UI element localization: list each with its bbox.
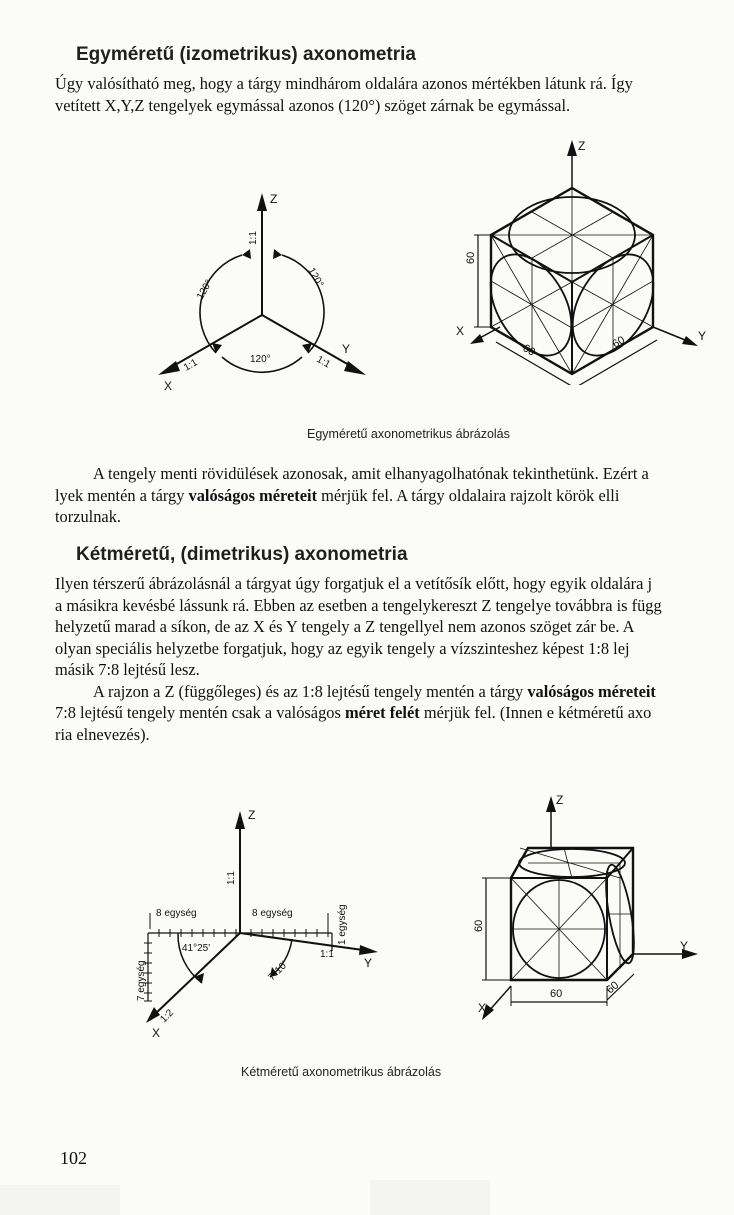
- units-vert-right-label: 1 egység: [337, 904, 348, 945]
- text-run: lyek mentén a tárgy: [55, 485, 189, 505]
- text-line: [55, 616, 734, 638]
- text-line: [55, 463, 734, 485]
- page-number: 102: [60, 1148, 87, 1168]
- text-line: [55, 506, 734, 528]
- y-label: Y: [680, 939, 689, 953]
- y-arrowhead: [344, 361, 366, 375]
- bold-text: méret felét: [344, 703, 420, 722]
- section-heading-isometric: Egyméretű (izometrikus) axonometria: [76, 44, 416, 65]
- right-dimension: 60: [610, 334, 628, 351]
- section-heading-dimetric: Kétméretű, (dimetrikus) axonometria: [76, 544, 408, 565]
- angle-left-label: 41°25': [182, 943, 211, 954]
- dimetric-axes-figure: [132, 805, 382, 1045]
- isometric-cube-figure: [450, 140, 720, 385]
- depth-dimension: 60: [604, 979, 622, 997]
- angle-right-label: 120°: [305, 266, 326, 290]
- text-line: [55, 724, 734, 746]
- text-run: A rajzon a Z (függőleges) és az 1:8 lejtésű tengely mentén a tárgy: [93, 681, 528, 701]
- z-label: Z: [556, 793, 564, 807]
- text-line: vetített X,Y,Z tengelyek egymással azonos (120°) szöget zárnak be egymással.: [55, 95, 571, 115]
- text-run: Ilyen térszerű ábrázolásnál a tárgyat úgy forgatjuk el a vetítősík előtt, hogy egyik oldalára j: [55, 574, 652, 593]
- text-run: ria elnevezés).: [55, 724, 150, 744]
- text-line: [55, 595, 734, 617]
- z-arrowhead: [257, 193, 267, 211]
- text-run: mérjük fel. (Innen e kétméretű axo: [419, 703, 652, 722]
- height-dimension: 60: [473, 919, 485, 932]
- text-line: [55, 485, 734, 507]
- isometric-body-paragraph: [55, 463, 734, 528]
- text-run: másik 7:8 lejtésű lesz.: [55, 660, 200, 679]
- scan-artifact: [370, 1180, 490, 1215]
- text-line: [55, 659, 734, 681]
- angle-left-label: 120°: [195, 278, 215, 302]
- text-run: a másikra kevésbé lássunk rá. Ebben az esetben a tengelykereszt Z tengelye továbbra is függ: [55, 595, 662, 615]
- text-run: olyan speciális helyzetbe forgatjuk, hogy az egyik tengely a vízszinteshez képest 1:8 lej: [55, 638, 630, 658]
- isometric-axes-figure: [150, 185, 375, 395]
- ratio-z-label: 1:1: [226, 871, 237, 885]
- y-label: Y: [342, 342, 351, 356]
- text-run: mérjük fel. A tárgy oldalaira rajzolt körök elli: [317, 485, 620, 505]
- units-vert-left-label: 7 egység: [136, 960, 147, 1001]
- text-run: helyzetű marad a síkon, de az X és Y tengely a Z tengellyel nem azonos szöget zár be. A: [55, 617, 635, 636]
- angle-right-label: 7°10': [266, 959, 291, 984]
- ratio-x-label: 1:2: [158, 1007, 176, 1026]
- text-line: [55, 702, 734, 724]
- z-label: Z: [578, 140, 586, 153]
- intro-paragraph: [55, 73, 734, 116]
- left-dimension: 60: [520, 342, 538, 359]
- x-label: X: [478, 1001, 487, 1015]
- z-label: Z: [270, 192, 278, 206]
- text-run: A tengely menti rövidülések azonosak, amit elhanyagolhatónak tekinthetünk. Ezért a: [93, 464, 649, 483]
- z-label: Z: [248, 808, 256, 822]
- width-dimension: 60: [550, 988, 563, 1000]
- bold-text: valóságos méreteit: [527, 681, 656, 701]
- text-line: [55, 681, 734, 703]
- y-label: Y: [364, 956, 373, 970]
- x-label: X: [456, 324, 465, 338]
- dimetric-cube-figure: [468, 790, 730, 1025]
- y-axis: [240, 933, 370, 951]
- dimetric-body-paragraph: [55, 573, 734, 745]
- text-line: Úgy valósítható meg, hogy a tárgy mindhárom oldalára azonos mértékben látunk rá. Így: [55, 74, 633, 93]
- units-left-label: 8 egység: [156, 908, 197, 919]
- text-run: torzulnak.: [55, 507, 121, 526]
- bold-text: valóságos méreteit: [188, 485, 318, 505]
- angle-bottom-label: 120°: [250, 354, 271, 365]
- figure-caption: Kétméretű axonometrikus ábrázolás: [241, 1065, 442, 1079]
- units-right-label: 8 egység: [252, 908, 293, 919]
- text-run: 7:8 lejtésű tengely mentén csak a valóságos: [55, 703, 345, 722]
- y-label: Y: [698, 329, 707, 343]
- text-line: [55, 573, 734, 595]
- scan-artifact: [0, 1185, 120, 1215]
- x-axis: [168, 315, 262, 369]
- ratio-z-label: 1:1: [248, 231, 259, 245]
- height-dimension: 60: [465, 251, 477, 264]
- ratio-x-label: 1:1: [182, 357, 200, 374]
- x-arrowhead: [158, 361, 180, 375]
- ratio-y-label: 1:1: [320, 949, 334, 960]
- text-line: [55, 638, 734, 660]
- x-label: X: [164, 379, 173, 393]
- x-label: X: [152, 1026, 161, 1040]
- figure-caption: Egyméretű axonometrikus ábrázolás: [307, 427, 510, 441]
- ratio-y-label: 1:1: [314, 354, 333, 371]
